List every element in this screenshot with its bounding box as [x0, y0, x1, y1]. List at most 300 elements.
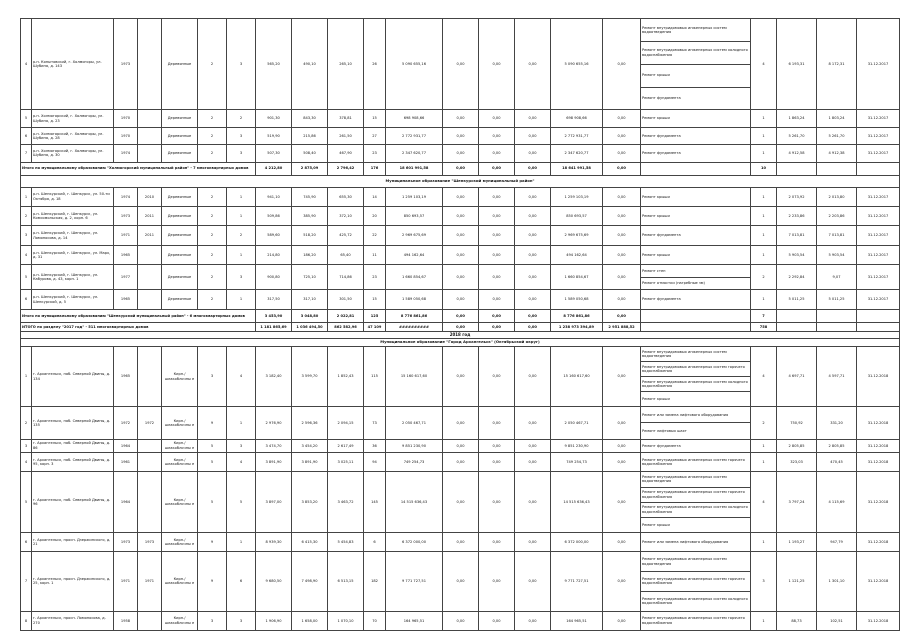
cell-unit-cost-limit: 4 912,38 — [817, 145, 857, 162]
cell-year-built: 1971 — [114, 226, 138, 245]
cell-number: 4 — [21, 19, 32, 110]
cell-residents: 14 — [364, 187, 386, 206]
cell-year-renovated — [138, 245, 162, 264]
cell-year-built: 1972 — [114, 407, 138, 439]
cell-floors: 2 — [198, 245, 227, 264]
cell-unit-cost-limit: 947,79 — [817, 532, 857, 551]
cell-deadline: 31.12.2017 — [857, 127, 900, 144]
cell-fund-other: 0,00 — [603, 19, 641, 110]
cell-work-types — [641, 552, 751, 611]
cell-fund-2: 0,00 — [479, 407, 515, 439]
cell-total-area: 3 891,90 — [256, 453, 292, 472]
cell-year-built: 1974 — [114, 145, 138, 162]
table-row — [21, 110, 900, 127]
cell-unit-cost-limit: 4 597,71 — [817, 346, 857, 406]
total-deadline — [857, 162, 900, 175]
cell-floors: 9 — [198, 407, 227, 439]
cell-work-count: 1 — [751, 532, 777, 551]
cell-fund-other: 0,00 — [603, 552, 641, 611]
cell-fund-1: 0,00 — [443, 346, 479, 406]
cell-year-renovated: 1972 — [138, 407, 162, 439]
cell-address: г. Архангельск, просп. Дзержинского, д. 21 — [32, 532, 114, 551]
cell-fund-1: 0,00 — [443, 110, 479, 127]
cell-repair-cost: 698 908,66 — [386, 110, 443, 127]
cell-work-count: 1 — [751, 110, 777, 127]
cell-wall-material: Деревянные — [162, 110, 198, 127]
cell-work-count: 1 — [751, 439, 777, 452]
work-type-item: Ремонт стен — [641, 265, 750, 278]
total-fund-other: 0,00 — [603, 309, 641, 322]
cell-number: 5 — [21, 265, 32, 290]
cell-residential-area: 3 454,20 — [292, 439, 328, 452]
cell-fund-other: 0,00 — [603, 110, 641, 127]
cell-fund-owners: 749 254,73 — [551, 453, 603, 472]
cell-repair-cost: 15 160 617,60 — [386, 346, 443, 406]
table-row — [21, 407, 900, 439]
total-row — [21, 162, 900, 175]
cell-fund-3: 0,00 — [515, 552, 551, 611]
cell-fund-2: 0,00 — [479, 110, 515, 127]
cell-residential-area: 2 596,36 — [292, 407, 328, 439]
cell-work-types — [641, 611, 751, 630]
cell-unit-cost: 6 193,31 — [777, 19, 817, 110]
cell-residents: 22 — [364, 226, 386, 245]
cell-entrances: 2 — [227, 226, 256, 245]
table-row — [21, 290, 900, 309]
cell-address: г. Архангельск, просп. Ломоносова, д. 270 — [32, 611, 114, 630]
cell-wall-material: Деревянные — [162, 187, 198, 206]
cell-residents: 15 — [364, 290, 386, 309]
cell-unit-cost: 4 912,58 — [777, 145, 817, 162]
cell-number: 6 — [21, 532, 32, 551]
cell-number: 2 — [21, 407, 32, 439]
cell-floors: 9 — [198, 532, 227, 551]
cell-fund-1: 0,00 — [443, 145, 479, 162]
total-repair-cost: 18 601 991,58 — [386, 162, 443, 175]
table-row — [21, 439, 900, 452]
cell-fund-other: 0,00 — [603, 453, 641, 472]
cell-number: 6 — [21, 290, 32, 309]
work-type-item: Ремонт фундамента — [642, 151, 681, 156]
cell-residential-area: 518,20 — [292, 226, 328, 245]
cell-total-area: 214,80 — [256, 245, 292, 264]
cell-fund-1: 0,00 — [443, 226, 479, 245]
cell-number: 7 — [21, 145, 32, 162]
cell-address: г. Архангельск, наб. Северной Двины, д. 95, корп. 3 — [32, 453, 114, 472]
cell-wall-material: Деревянные — [162, 265, 198, 290]
cell-floors: 2 — [198, 206, 227, 225]
cell-floors: 2 — [198, 265, 227, 290]
section-title: Муниципальное образование "Город Архангельск" (Октябрьский округ) — [21, 338, 900, 346]
cell-entrances: 2 — [227, 110, 256, 127]
cell-repair-cost: 2 347 620,77 — [386, 145, 443, 162]
cell-year-built: 1973 — [114, 206, 138, 225]
total-area: 3 453,90 — [256, 309, 292, 322]
cell-fund-2: 0,00 — [479, 532, 515, 551]
work-type-item: Ремонт внутридомовых инженерных систем водоотведения — [641, 19, 750, 42]
cell-work-count: 2 — [751, 407, 777, 439]
cell-floors: 5 — [198, 472, 227, 532]
cell-fund-owners: 1 589 050,68 — [551, 290, 603, 309]
cell-fund-owners: 494 162,64 — [551, 245, 603, 264]
cell-residents: 115 — [364, 346, 386, 406]
cell-repair-cost: 2 050 467,71 — [386, 407, 443, 439]
cell-year-built: 1965 — [114, 290, 138, 309]
total-unit-cost-limit — [817, 309, 857, 322]
cell-residents: 145 — [364, 472, 386, 532]
cell-fund-2: 0,00 — [479, 453, 515, 472]
cell-year-renovated — [138, 611, 162, 630]
total-fund-other: 2 951 888,52 — [603, 322, 641, 331]
register-sheet — [20, 18, 889, 631]
cell-wall-material: Деревянные — [162, 145, 198, 162]
cell-year-renovated: 1971 — [138, 552, 162, 611]
cell-fund-other: 0,00 — [603, 346, 641, 406]
cell-total-area: 3 897,00 — [256, 472, 292, 532]
total-private-area: 862 582,96 — [328, 322, 364, 331]
cell-residential-area: 3 853,20 — [292, 472, 328, 532]
cell-work-types — [641, 127, 751, 144]
cell-entrances: 6 — [227, 552, 256, 611]
cell-work-types — [641, 439, 751, 452]
cell-unit-cost: 2 292,84 — [777, 265, 817, 290]
cell-private-area: 425,72 — [328, 226, 364, 245]
cell-deadline: 31.12.2018 — [857, 407, 900, 439]
cell-wall-material: Деревянные — [162, 19, 198, 110]
cell-entrances: 5 — [227, 472, 256, 532]
cell-floors: 2 — [198, 19, 227, 110]
cell-year-renovated: 2011 — [138, 206, 162, 225]
cell-residential-area: 3 599,70 — [292, 346, 328, 406]
cell-fund-1: 0,00 — [443, 407, 479, 439]
work-type-item: Ремонт внутридомовых инженерных систем горячего водоснабжения — [642, 457, 745, 467]
cell-unit-cost-limit: 102,51 — [817, 611, 857, 630]
cell-entrances: 3 — [227, 19, 256, 110]
cell-total-area: 9 680,50 — [256, 552, 292, 611]
cell-wall-material: Деревянные — [162, 245, 198, 264]
total-work-types — [641, 162, 751, 175]
cell-fund-1: 0,00 — [443, 532, 479, 551]
cell-total-area: 565,20 — [256, 19, 292, 110]
cell-fund-other: 0,00 — [603, 145, 641, 162]
cell-deadline: 31.12.2017 — [857, 245, 900, 264]
cell-residents: 36 — [364, 439, 386, 452]
cell-private-area: 6 513,15 — [328, 552, 364, 611]
cell-number: 3 — [21, 439, 32, 452]
cell-address: р.п. Шенкурский, г. Шенкурск, ул. 50-ти Октября, д. 18 — [32, 187, 114, 206]
cell-year-built: 1971 — [114, 552, 138, 611]
cell-fund-1: 0,00 — [443, 439, 479, 452]
cell-fund-3: 0,00 — [515, 611, 551, 630]
total-residents: 125 — [364, 309, 386, 322]
cell-deadline: 31.12.2018 — [857, 472, 900, 532]
cell-deadline: 31.12.2017 — [857, 19, 900, 110]
cell-fund-2: 0,00 — [479, 226, 515, 245]
cell-repair-cost: 1 589 050,68 — [386, 290, 443, 309]
cell-number: 7 — [21, 552, 32, 611]
cell-fund-3: 0,00 — [515, 346, 551, 406]
cell-unit-cost-limit: 8 172,31 — [817, 19, 857, 110]
total-label: Итого по муниципальному образованию "Шенкурский муниципальный район" - 6 многоквартирных домов — [21, 309, 256, 322]
cell-fund-other: 0,00 — [603, 472, 641, 532]
cell-deadline: 31.12.2017 — [857, 145, 900, 162]
cell-total-area: 900,80 — [256, 265, 292, 290]
work-type-item: Ремонт внутридомовых инженерных систем водоотведения — [641, 472, 750, 487]
cell-residential-area: 3 891,90 — [292, 453, 328, 472]
work-type-item: Ремонт фундамента — [642, 233, 681, 238]
cell-repair-cost: 6 372 000,00 — [386, 532, 443, 551]
cell-work-types — [641, 245, 751, 264]
cell-fund-2: 0,00 — [479, 206, 515, 225]
cell-unit-cost-limit: 1 803,24 — [817, 110, 857, 127]
cell-work-types — [641, 532, 751, 551]
cell-wall-material: Деревянные — [162, 127, 198, 144]
cell-private-area: 2 617,49 — [328, 439, 364, 452]
work-type-item: Ремонт внутридомовых инженерных систем горячего водоснабжения — [641, 572, 750, 592]
cell-year-renovated — [138, 453, 162, 472]
cell-residential-area: 7 498,90 — [292, 552, 328, 611]
cell-work-types — [641, 346, 751, 406]
cell-deadline: 31.12.2017 — [857, 206, 900, 225]
cell-work-count: 1 — [751, 187, 777, 206]
table-row — [21, 145, 900, 162]
cell-fund-3: 0,00 — [515, 453, 551, 472]
section-title: Муниципальное образование "Шенкурский муниципальный район" — [21, 175, 900, 187]
cell-year-built: 1964 — [114, 439, 138, 452]
cell-entrances: 1 — [227, 532, 256, 551]
cell-fund-other: 0,00 — [603, 265, 641, 290]
table-row — [21, 187, 900, 206]
cell-unit-cost: 1 193,27 — [777, 532, 817, 551]
cell-private-area: 714,86 — [328, 265, 364, 290]
cell-number: 6 — [21, 127, 32, 144]
work-type-item: Ремонт внутридомовых инженерных систем водоотведения — [641, 347, 750, 362]
cell-fund-owners: 5 090 655,16 — [551, 19, 603, 110]
cell-private-area: 3 463,72 — [328, 472, 364, 532]
cell-fund-2: 0,00 — [479, 346, 515, 406]
work-type-item: Ремонт крыши — [642, 252, 670, 257]
cell-number: 1 — [21, 187, 32, 206]
total-unit-cost-limit — [817, 322, 857, 331]
cell-private-area: 378,81 — [328, 110, 364, 127]
cell-wall-material: Кирп./ шлакоблочны е — [162, 611, 198, 630]
cell-residential-area: 490,10 — [292, 19, 328, 110]
cell-deadline: 31.12.2018 — [857, 611, 900, 630]
cell-residential-area: 725,10 — [292, 265, 328, 290]
work-type-item: Ремонт крыши — [642, 522, 670, 527]
cell-fund-owners: 6 372 000,00 — [551, 532, 603, 551]
total-residents: 176 — [364, 162, 386, 175]
cell-fund-owners: 2 050 467,71 — [551, 407, 603, 439]
cell-work-count: 1 — [751, 290, 777, 309]
total-area: 4 212,80 — [256, 162, 292, 175]
cell-year-renovated — [138, 19, 162, 110]
cell-year-renovated — [138, 110, 162, 127]
cell-repair-cost: 1 259 103,19 — [386, 187, 443, 206]
total-fund-3: 0,00 — [515, 322, 551, 331]
cell-deadline: 31.12.2018 — [857, 453, 900, 472]
table-row — [21, 532, 900, 551]
total-fund-owners: 1 238 973 394,89 — [551, 322, 603, 331]
total-fund-1: 0,00 — [443, 322, 479, 331]
work-type-item: Ремонт внутридомовых инженерных систем холодного водоснабжения — [641, 377, 750, 392]
cell-work-count: 2 — [751, 265, 777, 290]
work-type-item: Ремонт внутридомовых инженерных систем горячего водоснабжения — [641, 362, 750, 377]
cell-residents: 182 — [364, 552, 386, 611]
cell-fund-owners: 9 851 230,90 — [551, 439, 603, 452]
cell-fund-3: 0,00 — [515, 127, 551, 144]
cell-number: 2 — [21, 206, 32, 225]
work-type-item: Ремонт или замена лифтового оборудования — [642, 539, 729, 544]
table-row — [21, 245, 900, 264]
cell-fund-1: 0,00 — [443, 290, 479, 309]
total-fund-3: 0,00 — [515, 309, 551, 322]
cell-year-renovated — [138, 472, 162, 532]
cell-private-area: 3 025,11 — [328, 453, 364, 472]
cell-fund-2: 0,00 — [479, 127, 515, 144]
cell-unit-cost-limit: 4 115,69 — [817, 472, 857, 532]
cell-wall-material: Кирп./ шлакоблочны е — [162, 346, 198, 406]
work-type-item: Ремонт внутридомовых инженерных систем холодного водоснабжения — [642, 596, 748, 606]
cell-work-count: 1 — [751, 453, 777, 472]
cell-repair-cost: 2 772 931,77 — [386, 127, 443, 144]
cell-residential-area: 186,20 — [292, 245, 328, 264]
total-residential-area: 3 048,80 — [292, 309, 328, 322]
cell-repair-cost: 164 965,51 — [386, 611, 443, 630]
cell-private-area: 265,10 — [328, 19, 364, 110]
cell-floors: 5 — [198, 439, 227, 452]
total-deadline — [857, 322, 900, 331]
cell-year-renovated: 2010 — [138, 187, 162, 206]
work-type-item: Ремонт внутридомовых инженерных систем горячего водоснабжения — [642, 616, 745, 625]
cell-fund-owners: 9 771 727,51 — [551, 552, 603, 611]
cell-total-area: 509,86 — [256, 206, 292, 225]
cell-unit-cost: 88,73 — [777, 611, 817, 630]
cell-residents: 23 — [364, 145, 386, 162]
cell-deadline: 31.12.2017 — [857, 110, 900, 127]
total-work-count: 7 — [751, 309, 777, 322]
work-type-item: Ремонт внутридомовых инженерных систем холодного водоснабжения — [641, 503, 750, 518]
cell-year-built: 1974 — [114, 187, 138, 206]
cell-fund-3: 0,00 — [515, 290, 551, 309]
cell-unit-cost: 4 697,71 — [777, 346, 817, 406]
cell-work-types — [641, 19, 751, 110]
cell-fund-3: 0,00 — [515, 226, 551, 245]
cell-work-count: 1 — [751, 206, 777, 225]
cell-unit-cost-limit: 2 203,86 — [817, 206, 857, 225]
work-type-item: Ремонт фундамента — [642, 443, 681, 448]
cell-total-area: 8 939,30 — [256, 532, 292, 551]
cell-fund-3: 0,00 — [515, 439, 551, 452]
table-row — [21, 265, 900, 290]
cell-address: р.п. Холмогорский, г. Холмогоры, ул. Шубина, д. 28 — [32, 127, 114, 144]
cell-residential-area: 317,10 — [292, 290, 328, 309]
cell-address: г. Архангельск, наб. Северной Двины, д. 86 — [32, 439, 114, 452]
cell-unit-cost: 1 121,25 — [777, 552, 817, 611]
cell-fund-3: 0,00 — [515, 245, 551, 264]
cell-entrances: 1 — [227, 245, 256, 264]
cell-work-types — [641, 226, 751, 245]
cell-fund-other: 0,00 — [603, 245, 641, 264]
cell-residential-area: 843,30 — [292, 110, 328, 127]
cell-fund-2: 0,00 — [479, 265, 515, 290]
cell-unit-cost: 750,92 — [777, 407, 817, 439]
cell-total-area: 317,50 — [256, 290, 292, 309]
cell-deadline: 31.12.2017 — [857, 290, 900, 309]
cell-deadline: 31.12.2017 — [857, 226, 900, 245]
cell-residential-area: 1 658,00 — [292, 611, 328, 630]
cell-private-area: 301,50 — [328, 290, 364, 309]
cell-entrances: 3 — [227, 439, 256, 452]
cell-address: р.п. Копытовский, г. Холмогоры, ул. Шубина, д. 143 — [32, 19, 114, 110]
cell-address: г. Архангельск, наб. Северной Двины, д. 96 — [32, 472, 114, 532]
total-work-types — [641, 322, 751, 331]
cell-repair-cost: 1 660 854,67 — [386, 265, 443, 290]
cell-fund-other: 0,00 — [603, 187, 641, 206]
total-fund-1: 0,00 — [443, 162, 479, 175]
cell-repair-cost: 494 162,64 — [386, 245, 443, 264]
cell-fund-2: 0,00 — [479, 290, 515, 309]
cell-year-built: 1965 — [114, 346, 138, 406]
cell-entrances: 3 — [227, 611, 256, 630]
cell-unit-cost-limit: 5 903,54 — [817, 245, 857, 264]
cell-fund-owners: 2 772 931,77 — [551, 127, 603, 144]
cell-address: г. Архангельск, просп. Дзержинского, д. 25, корп. 1 — [32, 552, 114, 611]
cell-fund-1: 0,00 — [443, 187, 479, 206]
cell-year-renovated: 2011 — [138, 226, 162, 245]
cell-residents: 27 — [364, 127, 386, 144]
cell-address: г. Архангельск, наб. Северной Двины, д. 135 — [32, 407, 114, 439]
cell-wall-material: Кирп./ шлакоблочны е — [162, 532, 198, 551]
cell-wall-material: Деревянные — [162, 290, 198, 309]
cell-fund-2: 0,00 — [479, 611, 515, 630]
cell-address: р.п. Шенкурский, г. Шенкурск, ул. Кабурова, д. 43, корп. 1 — [32, 265, 114, 290]
cell-year-built: 1970 — [114, 110, 138, 127]
cell-repair-cost: 9 851 230,90 — [386, 439, 443, 452]
table-body — [21, 19, 900, 631]
cell-fund-owners: 15 160 617,60 — [551, 346, 603, 406]
cell-fund-3: 0,00 — [515, 145, 551, 162]
cell-floors: 2 — [198, 145, 227, 162]
cell-residential-area: 385,90 — [292, 206, 328, 225]
cell-fund-other: 0,00 — [603, 127, 641, 144]
cell-total-area: 2 976,90 — [256, 407, 292, 439]
table-row — [21, 346, 900, 406]
total-residential-area: 2 875,09 — [292, 162, 328, 175]
cell-total-area: 519,90 — [256, 127, 292, 144]
year-title: 2018 год — [21, 331, 900, 338]
cell-unit-cost-limit: 7 013,81 — [817, 226, 857, 245]
cell-address: р.п. Холмогорский, г. Холмогоры, ул. Шубина, д. 30 — [32, 145, 114, 162]
cell-entrances: 3 — [227, 127, 256, 144]
cell-floors: 5 — [198, 453, 227, 472]
work-type-item: Ремонт фундамента — [642, 297, 681, 302]
cell-total-area: 507,30 — [256, 145, 292, 162]
total-label: ИТОГО по разделу "2017 год" - 511 многоквартирных домов — [21, 322, 256, 331]
cell-total-area: 901,30 — [256, 110, 292, 127]
cell-fund-other: 0,00 — [603, 611, 641, 630]
cell-residents: 15 — [364, 110, 386, 127]
work-type-item: Ремонт внутридомовых инженерных систем горячего водоснабжения — [641, 488, 750, 503]
cell-fund-3: 0,00 — [515, 532, 551, 551]
cell-address: р.п. Шенкурский, г. Шенкурск, ул. Комсомольская, д. 2, корп. 6 — [32, 206, 114, 225]
cell-number: 3 — [21, 226, 32, 245]
cell-unit-cost-limit: 331,20 — [817, 407, 857, 439]
cell-residents: 20 — [364, 206, 386, 225]
cell-work-types — [641, 206, 751, 225]
cell-fund-3: 0,00 — [515, 472, 551, 532]
cell-number: 4 — [21, 453, 32, 472]
